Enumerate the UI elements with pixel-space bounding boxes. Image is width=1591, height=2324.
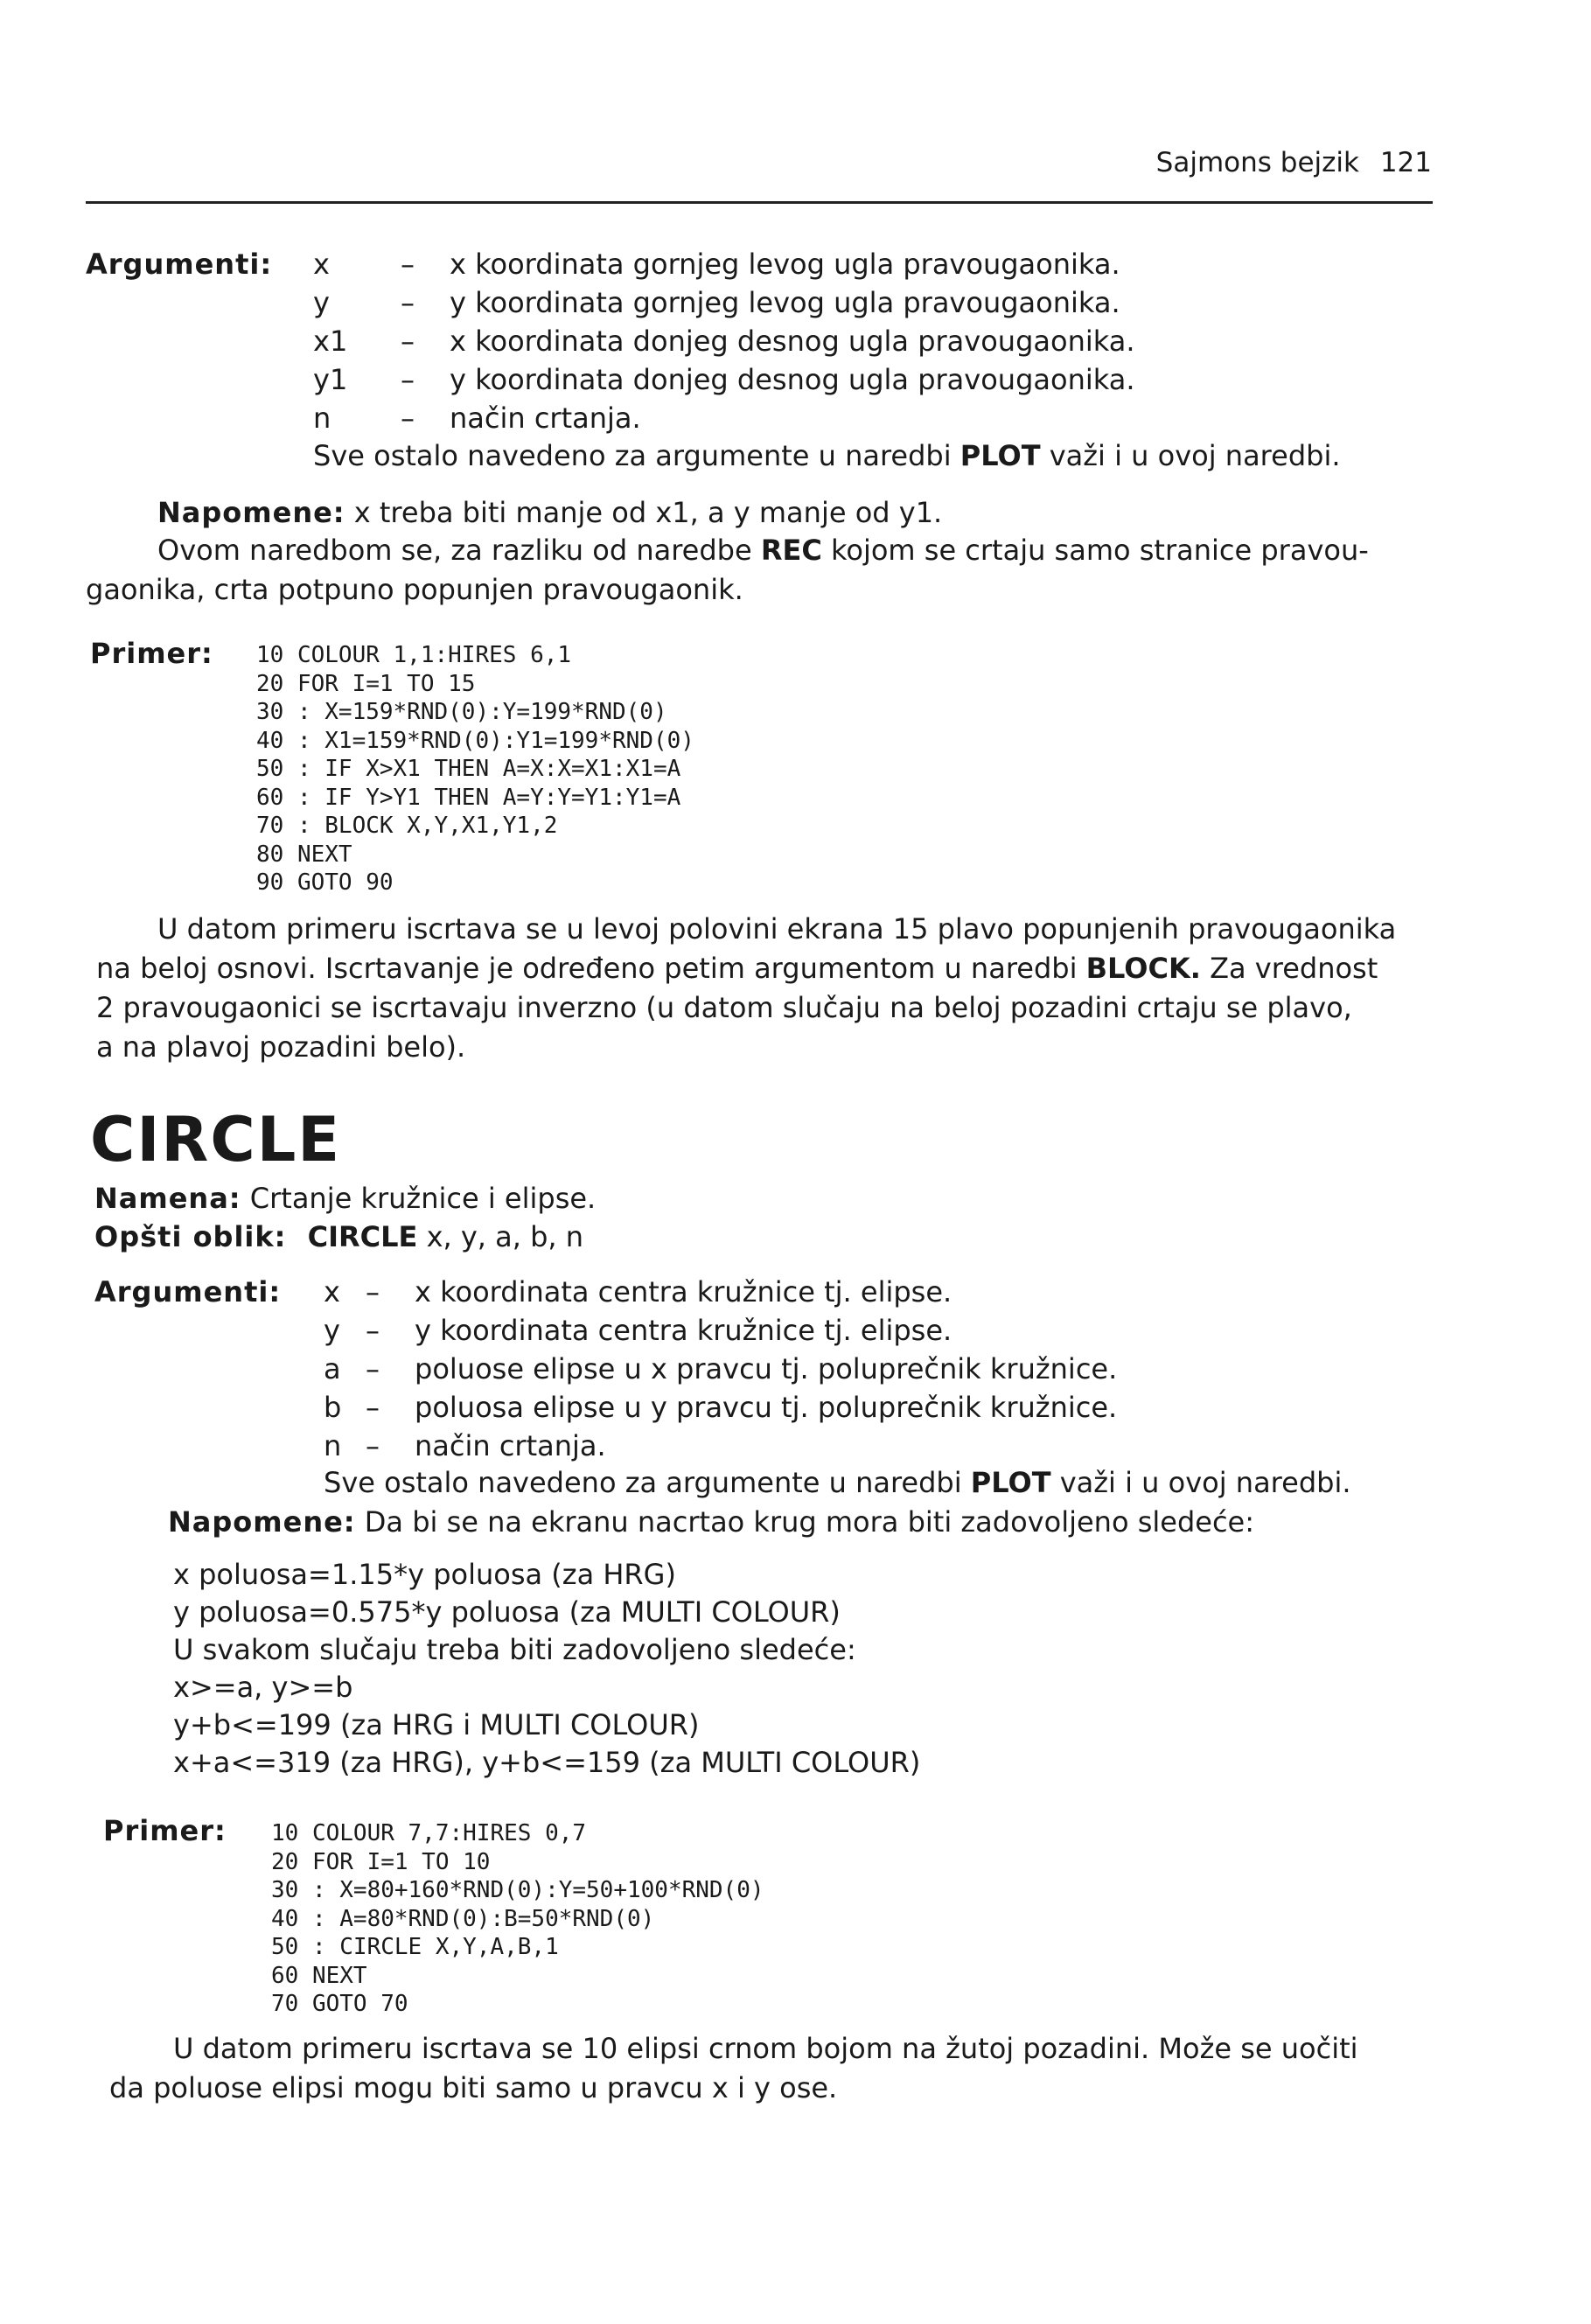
code-line: 30 : X=159*RND(0):Y=199*RND(0) [256, 699, 667, 725]
code-line: 90 GOTO 90 [256, 869, 394, 896]
argument-row: x1 – x koordinata donjeg desnog ugla pravougaonika. [313, 325, 1135, 358]
circle-code-listing [271, 1819, 764, 2019]
block-example-line4: a na plavoj pozadini belo). [96, 1030, 466, 1064]
argument-row: x – x koordinata centra kružnice tj. elipse. [324, 1275, 953, 1309]
argument-row: y – y koordinata gornjeg levog ugla pravougaonika. [313, 286, 1120, 319]
running-head [1156, 147, 1432, 178]
code-line: 20 FOR I=1 TO 10 [271, 1848, 491, 1875]
keyword-plot: PLOT [970, 1466, 1051, 1499]
block-example-line2: na beloj osnovi. Iscrtavanje je određeno petim argumentom u naredbi BLOCK. Za vrednost [96, 952, 1378, 985]
block-args-note: Sve ostalo navedeno za argumente u naredbi PLOT važi i u ovoj naredbi. [313, 439, 1341, 472]
condition-line: U svakom slučaju treba biti zadovoljeno sledeće: [173, 1633, 856, 1666]
block-arguments-table [313, 248, 1134, 440]
block-example-line3: 2 pravougaonici se iscrtavaju inverzno (u datom slučaju na beloj pozadini crtaju se plavo, [96, 991, 1352, 1024]
circle-arguments-label: Argumenti: [94, 1275, 282, 1309]
code-line: 10 COLOUR 1,1:HIRES 6,1 [256, 642, 572, 668]
argument-row: y – y koordinata centra kružnice tj. elipse. [324, 1314, 953, 1347]
keyword-circle: CIRCLE [307, 1220, 418, 1253]
napomene-label: Napomene: [157, 496, 345, 529]
header-rule [86, 201, 1433, 204]
code-line: 50 : IF X>X1 THEN A=X:X=X1:X1=A [256, 756, 681, 782]
napomene-label: Napomene: [168, 1505, 356, 1539]
condition-line: x+a<=319 (za HRG), y+b<=159 (za MULTI COLOUR) [173, 1746, 921, 1779]
section-heading-circle: CIRCLE [90, 1104, 342, 1176]
code-line: 20 FOR I=1 TO 15 [256, 670, 476, 697]
block-example-line1: U datom primeru iscrtava se u levoj polovini ekrana 15 plavo popunjenih pravougaonika [157, 912, 1397, 946]
code-line: 30 : X=80+160*RND(0):Y=50+100*RND(0) [271, 1877, 764, 1903]
code-line: 50 : CIRCLE X,Y,A,B,1 [271, 1934, 559, 1960]
circle-example-line2: da poluose elipsi mogu biti samo u pravcu x i y ose. [109, 2071, 838, 2104]
argument-row: n – način crtanja. [313, 401, 641, 435]
circle-napomene: Napomene: Da bi se na ekranu nacrtao krug mora biti zadovoljeno sledeće: [168, 1505, 1254, 1539]
block-code-listing [256, 641, 694, 897]
keyword-rec: REC [760, 534, 822, 567]
circle-arguments-table [324, 1275, 1117, 1468]
keyword-plot: PLOT [959, 439, 1041, 472]
argument-row: b – poluosa elipse u y pravcu tj. poluprečnik kružnice. [324, 1391, 1118, 1424]
condition-line: x>=a, y>=b [173, 1671, 353, 1704]
circle-args-note: Sve ostalo navedeno za argumente u naredbi PLOT važi i u ovoj naredbi. [324, 1466, 1351, 1499]
argument-row: a – poluose elipse u x pravcu tj. poluprečnik kružnice. [324, 1352, 1118, 1385]
circle-primer-label: Primer: [103, 1814, 227, 1847]
condition-line: y+b<=199 (za HRG i MULTI COLOUR) [173, 1708, 700, 1741]
keyword-block: BLOCK. [1085, 952, 1201, 985]
block-napomene: Napomene: x treba biti manje od x1, a y manje od y1. [157, 496, 943, 529]
running-head-title: Sajmons bejzik [1155, 147, 1359, 178]
page-number: 121 [1379, 147, 1432, 178]
argument-row: x – x koordinata gornjeg levog ugla pravougaonika. [313, 248, 1120, 281]
code-line: 80 NEXT [256, 841, 352, 868]
code-line: 70 GOTO 70 [271, 1991, 408, 2017]
condition-line: x poluosa=1.15*y poluosa (za HRG) [173, 1558, 676, 1591]
condition-line: y poluosa=0.575*y poluosa (za MULTI COLOUR) [173, 1595, 841, 1629]
argument-row: n – način crtanja. [324, 1429, 606, 1462]
code-line: 60 NEXT [271, 1962, 367, 1989]
code-line: 10 COLOUR 7,7:HIRES 0,7 [271, 1820, 587, 1846]
block-napomene-line3: gaonika, crta potpuno popunjen pravougaonik. [86, 573, 743, 606]
code-line: 60 : IF Y>Y1 THEN A=Y:Y=Y1:Y1=A [256, 784, 681, 811]
block-primer-label: Primer: [90, 637, 213, 670]
code-line: 40 : A=80*RND(0):B=50*RND(0) [271, 1905, 655, 1932]
circle-example-line1: U datom primeru iscrtava se 10 elipsi crnom bojom na žutoj pozadini. Može se uočiti [173, 2032, 1358, 2065]
code-line: 70 : BLOCK X,Y,X1,Y1,2 [256, 813, 558, 839]
argument-row: y1 – y koordinata donjeg desnog ugla pravougaonika. [313, 363, 1135, 396]
circle-conditions [173, 1556, 920, 1782]
circle-opsti-oblik: Opšti oblik: CIRCLE x, y, a, b, n [94, 1220, 584, 1253]
block-arguments-label: Argumenti: [86, 248, 273, 281]
code-line: 40 : X1=159*RND(0):Y1=199*RND(0) [256, 727, 694, 754]
circle-namena: Namena: Crtanje kružnice i elipse. [94, 1182, 597, 1215]
block-napomene-line2: Ovom naredbom se, za razliku od naredbe REC kojom se crtaju samo stranice pravou- [157, 534, 1369, 567]
